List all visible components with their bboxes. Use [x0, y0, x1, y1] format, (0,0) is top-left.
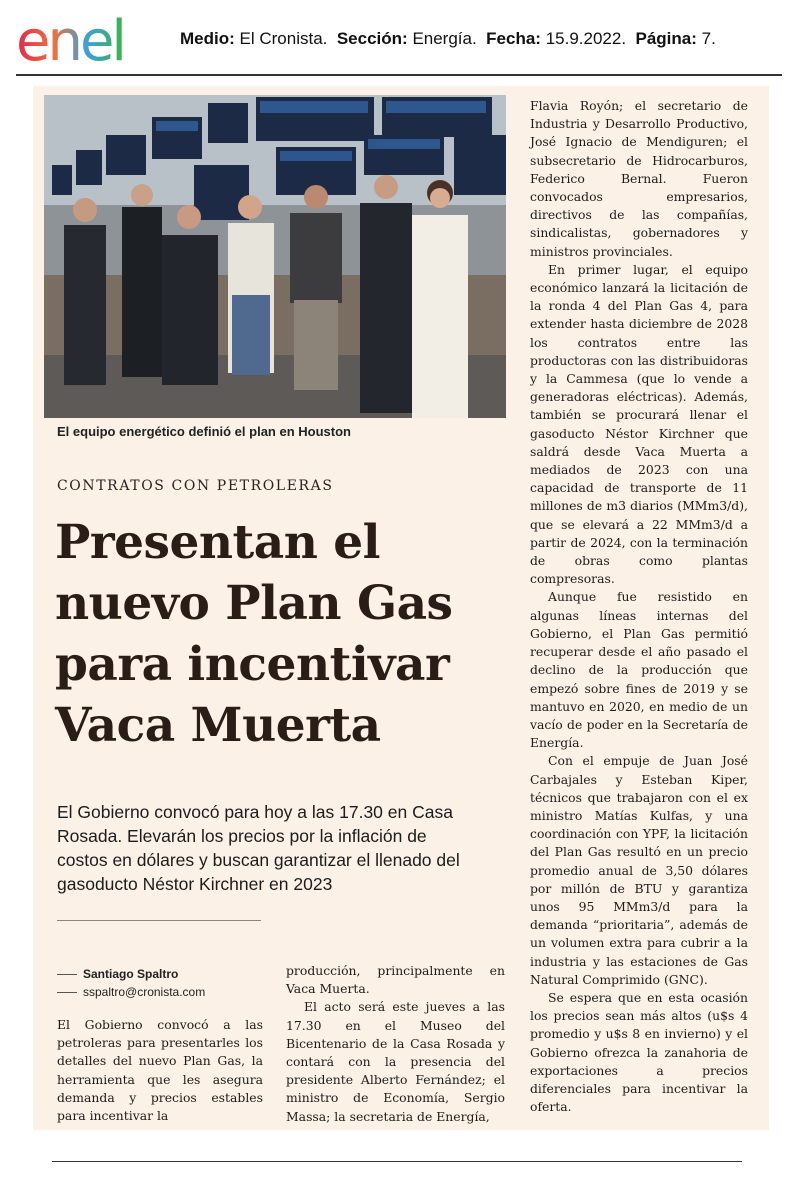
article-paragraph: Con el empuje de Juan José Carbajales y Esteban Kiper, técnicos que trabajaron con el ex ministro Matías Kulfas, y una coordinación con YPF, la licitación del Plan Gas resultó en un precio promedio anual de 3,50 dólares por millón de BTU y garantiza unos 95 MMm3/d para la demanda “prioritaria”, además de un volumen extra para cubrir a la industria y las estaciones de Gas Natural Comprimido (GNC).	[530, 753, 748, 987]
author-name: Santiago Spaltro	[83, 967, 179, 981]
pagina-value: 7.	[701, 29, 716, 48]
headline-line: nuevo Plan Gas	[55, 576, 453, 631]
medio-label: Medio:	[180, 29, 235, 48]
article-paragraph: El acto será este jueves a las 17.30 en el Museo del Bicentenario de la Casa Rosada y contará con la presencia del presidente Alberto Fernández; el ministro de Economía, Sergio Massa; la secretaria de Energía,	[286, 999, 505, 1124]
seccion-value: Energía.	[412, 29, 477, 48]
article-paragraph: Se espera que en esta ocasión los precios sean más altos (u$s 4 promedio y u$s 8 en invierno) y el Gobierno ofrezca la zanahoria de exportaciones a precios diferenciales para incentivar la oferta.	[530, 989, 748, 1115]
subhead-divider	[57, 920, 261, 921]
byline	[57, 965, 205, 1001]
article-paragraph: producción, principalmente en Vaca Muerta.	[286, 963, 505, 997]
page-header	[0, 0, 800, 76]
footer-divider	[52, 1161, 742, 1162]
article-subhead: El Gobierno convocó para hoy a las 17.30 en Casa Rosada. Elevarán los precios por la inflación de costos en dólares y buscan garantizar el llenado del gasoducto Néstor Kirchner en 2023	[57, 802, 460, 894]
headline-line: para incentivar	[55, 637, 450, 692]
article-column-3	[530, 97, 748, 1116]
article-column-1	[57, 1016, 263, 1125]
headline-line: Vaca Muerta	[55, 698, 381, 753]
author-email: sspaltro@cronista.com	[83, 985, 206, 999]
article-photo	[44, 95, 506, 418]
enel-logo	[16, 12, 166, 68]
article-paragraph: En primer lugar, el equipo económico lanzará la licitación de la ronda 4 del Plan Gas 4, para extender hasta diciembre de 2028 los contratos entre las productoras con las distribuidoras y la Cammesa (que lo vende a generadoras eléctricas). Además, también se procurará llenar el gasoducto Néstor Kirchner que saldrá desde Vaca Muerta a mediados de 2023 con una capacidad de transporte de 11 millones de m3 diarios (MMm3/d), que se elevará a 22 MMm3/d a partir de 2024, con la terminación de obras como plantas compresoras.	[530, 261, 748, 587]
article-paragraph: Flavia Royón; el secretario de Industria y Desarrollo Productivo, José Ignacio de Mendiguren; el subsecretario de Hidrocarburos, Federico Bernal. Fueron convocados empresarios, directivos de las compañías, sindicalistas, gobernadores y ministros provinciales.	[530, 98, 748, 259]
pagina-label: Página:	[635, 29, 697, 48]
headline-line: Presentan el	[55, 515, 380, 570]
article-headline	[55, 512, 525, 756]
photo-caption: El equipo energético definió el plan en Houston	[57, 424, 351, 439]
byline-dash	[57, 974, 77, 975]
svg-text:enel: enel	[16, 12, 124, 68]
article-column-2	[286, 962, 505, 1126]
medio-value: El Cronista.	[239, 29, 328, 48]
fecha-label: Fecha:	[486, 29, 541, 48]
fecha-value: 15.9.2022.	[545, 29, 627, 48]
seccion-label: Sección:	[336, 29, 408, 48]
article-paragraph: El Gobierno convocó a las petroleras para presentarles los detalles del nuevo Plan Gas, la herramienta que les asegura demanda y precios estables para incentivar la	[57, 1017, 263, 1124]
article-kicker: CONTRATOS CON PETROLERAS	[57, 478, 334, 494]
article-paragraph: Aunque fue resistido en algunas líneas internas del Gobierno, el Plan Gas permitió recuperar desde el año pasado el declino de la producción que empezó sobre fines de 2019 y se mantuvo en 2020, en medio de un vacío de poder en la Secretaría de Energía.	[530, 589, 748, 751]
publication-meta	[180, 29, 716, 49]
byline-dash	[57, 992, 77, 993]
header-divider	[16, 74, 782, 76]
